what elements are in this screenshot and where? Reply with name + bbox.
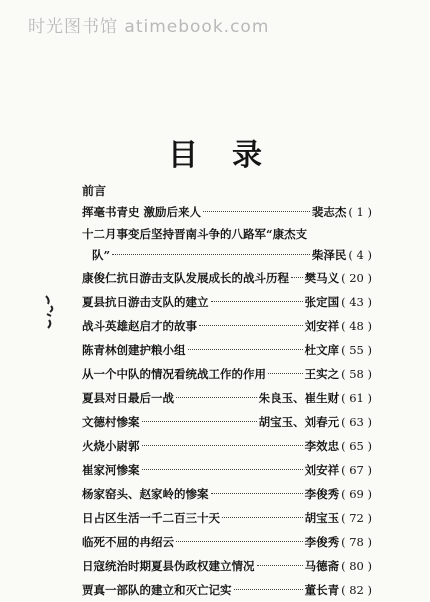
toc-entry (82, 554, 372, 578)
leader-dots (176, 397, 257, 398)
toc-entry-author: 刘安祥 (304, 463, 340, 477)
toc-entry-page: ( 20 ) (341, 271, 372, 285)
toc-entry-page: ( 1 ) (348, 205, 372, 219)
toc-entry-page: ( 48 ) (341, 319, 372, 333)
toc-entry (82, 482, 372, 506)
toc-entry-author: 胡宝玉 (304, 511, 340, 525)
leader-dots (257, 565, 303, 566)
leader-dots (188, 349, 303, 350)
toc-entry (82, 338, 372, 362)
toc-entry-page: ( 61 ) (341, 391, 372, 405)
leader-dots (268, 373, 303, 374)
toc-entry-page: ( 43 ) (341, 295, 372, 309)
toc-entry-author: 柴泽民 (311, 248, 347, 262)
toc-entry-page: ( 55 ) (341, 343, 372, 357)
toc-entry-title: 杨家窑头、赵家岭的惨案 (82, 487, 209, 501)
toc-entry-author: 樊马义 (304, 271, 340, 285)
toc-entry-author: 李效忠 (304, 439, 340, 453)
toc-entry-author: 胡宝玉、刘春元 (258, 415, 340, 429)
toc-entry-author: 裴志杰 (311, 205, 347, 219)
toc-entry-title: 火烧小尉郭 (82, 439, 140, 453)
toc-entry-title: 临死不屈的冉绍云 (82, 535, 174, 549)
leader-dots (176, 541, 303, 542)
toc-entry-author: 杜文庠 (304, 343, 340, 357)
toc-entry-title-continued: 队” (92, 248, 111, 262)
toc-section-label: 前言 (82, 184, 107, 198)
leader-dots (199, 325, 303, 326)
leader-dots (234, 589, 303, 590)
toc-entry-page: ( 78 ) (341, 535, 372, 549)
toc-entry-title: 陈青林创建护粮小组 (82, 343, 186, 357)
toc-entry (82, 410, 372, 434)
toc-entry-page: ( 4 ) (348, 248, 372, 262)
toc-entry (82, 578, 372, 602)
toc-entry (82, 362, 372, 386)
watermark: 时光图书馆 atimebook.com (28, 17, 270, 37)
toc-entry-title: 康俊仁抗日游击支队发展成长的战斗历程 (82, 271, 289, 285)
leader-dots (203, 211, 310, 212)
toc-entry (82, 314, 372, 338)
toc-entry-page: ( 63 ) (341, 415, 372, 429)
toc-entry (82, 266, 372, 290)
toc-entry-page: ( 58 ) (341, 367, 372, 381)
toc-entry-author: 张定国 (304, 295, 340, 309)
toc-entry (82, 290, 372, 314)
toc-entry-title: 夏县对日最后一战 (82, 391, 174, 405)
toc-entry-author: 刘安祥 (304, 319, 340, 333)
margin-ink-mark (42, 292, 58, 332)
toc-entry-title: 崔家河惨案 (82, 463, 140, 477)
toc-entry (82, 458, 372, 482)
toc-entry-title: 日占区生活一千二百三十天 (82, 511, 220, 525)
toc-entry-page: ( 65 ) (341, 439, 372, 453)
leader-dots (211, 301, 303, 302)
toc-entry-title: 文德村惨案 (82, 415, 140, 429)
toc-entry-page: ( 82 ) (341, 583, 372, 597)
toc-entry-author: 朱良玉、崔生财 (258, 391, 340, 405)
toc-entry-page: ( 69 ) (341, 487, 372, 501)
toc-entry-title: 日寇统治时期夏县伪政权建立情况 (82, 559, 255, 573)
leader-dots (142, 445, 303, 446)
table-of-contents (82, 182, 372, 602)
toc-entry (82, 200, 372, 224)
toc-entry-title: 战斗英雄赵启才的故事 (82, 319, 197, 333)
toc-entry-page: ( 80 ) (341, 559, 372, 573)
leader-dots (142, 421, 257, 422)
toc-entry-author: 李俊秀 (304, 487, 340, 501)
toc-entry-page: ( 67 ) (341, 463, 372, 477)
toc-entry-author: 董长青 (304, 583, 340, 597)
leader-dots (211, 493, 303, 494)
toc-entry-title: 从一个中队的情况看统战工作的作用 (82, 367, 266, 381)
toc-entry-title: 十二月事变后坚持晋南斗争的八路军“康杰支 (82, 227, 308, 241)
toc-entry-title: 贾真一部队的建立和灭亡记实 (82, 583, 232, 597)
leader-dots (112, 254, 310, 255)
toc-entry-title: 挥毫书青史 激励后来人 (82, 205, 202, 219)
leader-dots (291, 277, 303, 278)
toc-entry (82, 386, 372, 410)
toc-entry (82, 506, 372, 530)
leader-dots (222, 517, 303, 518)
toc-entry (82, 224, 372, 266)
page-title: 目录 (168, 138, 296, 173)
leader-dots (142, 469, 303, 470)
toc-entry-title: 夏县抗日游击支队的建立 (82, 295, 209, 309)
toc-entry-author: 王实之 (304, 367, 340, 381)
toc-entry (82, 530, 372, 554)
toc-entry (82, 434, 372, 458)
toc-entry-page: ( 72 ) (341, 511, 372, 525)
toc-entry-author: 李俊秀 (304, 535, 340, 549)
toc-entry-author: 马德斋 (304, 559, 340, 573)
